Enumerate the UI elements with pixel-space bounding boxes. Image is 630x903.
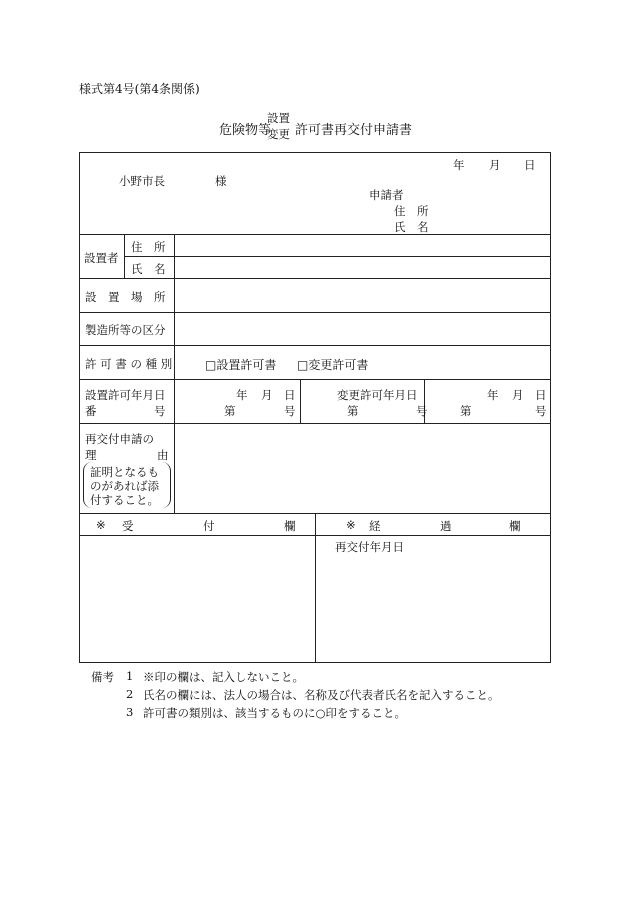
- change-date-label: 変更許可年月日: [337, 388, 418, 402]
- reason-label-yu: 由: [157, 448, 169, 462]
- date-year-label: 年: [453, 158, 465, 172]
- applicant-address-label: 住 所: [394, 204, 429, 218]
- permit-type-label: 許 可 書 の 種 別: [85, 357, 173, 371]
- install-number-dai: 第: [224, 404, 236, 418]
- note-number: 1: [126, 669, 134, 683]
- install-number-label: 番 号: [85, 404, 166, 418]
- progress-char: 過: [440, 519, 452, 533]
- reissue-date-label: 再交付年月日: [335, 540, 404, 554]
- install-month-label: 月: [261, 388, 273, 402]
- reason-note-line: 証明となるも: [90, 465, 159, 479]
- addressee-honorific: 様: [215, 174, 227, 188]
- date-day-label: 日: [524, 158, 536, 172]
- row-divider: [79, 278, 551, 279]
- install-number-go: 号: [284, 404, 296, 418]
- progress-char: 経: [369, 519, 381, 533]
- progress-mark: ※: [346, 518, 356, 532]
- progress-char: 欄: [509, 519, 521, 533]
- change-year-label: 年: [487, 388, 499, 402]
- note-number: 2: [126, 687, 134, 701]
- reception-char: 受: [122, 519, 134, 533]
- applicant-label: 申請者: [369, 188, 404, 202]
- column-divider: [315, 513, 316, 663]
- column-divider: [174, 234, 175, 513]
- date-month-label: 月: [489, 158, 501, 172]
- location-label: 設 置 場 所: [85, 290, 166, 304]
- install-date-label: 設置許可年月日: [85, 388, 166, 402]
- reception-mark: ※: [96, 518, 106, 532]
- row-divider: [79, 379, 551, 380]
- installer-address-label: 住 所: [131, 240, 166, 254]
- form-number: 様式第4号(第4条関係): [79, 82, 200, 96]
- change-month-label: 月: [512, 388, 524, 402]
- column-divider: [300, 379, 301, 423]
- notes-label: 備考: [91, 670, 114, 684]
- change-day-label: 日: [535, 388, 547, 402]
- facility-type-label: 製造所等の区分: [85, 323, 166, 337]
- reception-char: 付: [203, 519, 215, 533]
- installer-label: 設置者: [84, 251, 119, 265]
- row-divider: [79, 423, 551, 424]
- document-title: [0, 113, 630, 143]
- title-change: 変更: [267, 127, 290, 141]
- title-install: 設置: [267, 111, 290, 125]
- install-year-label: 年: [236, 388, 248, 402]
- reason-note-line: のがあれば添: [90, 479, 159, 493]
- column-divider: [124, 234, 125, 278]
- note-number: 3: [126, 705, 134, 719]
- row-divider: [79, 345, 551, 346]
- change-number-dai: 第: [460, 404, 472, 418]
- title-suffix: 許可書再交付申請書: [295, 123, 413, 138]
- note-text: ※印の欄は、記入しないこと。: [143, 670, 304, 684]
- install-day-label: 日: [284, 388, 296, 402]
- reason-label-ri: 理: [85, 448, 97, 462]
- note-text: 許可書の類別は、該当するものに○印をすること。: [143, 706, 407, 720]
- row-divider: [79, 234, 551, 235]
- title-prefix: 危険物等: [219, 123, 272, 138]
- row-divider: [124, 256, 551, 257]
- addressee: 小野市長: [119, 174, 165, 188]
- note-text: 氏名の欄には、法人の場合は、名称及び代表者氏名を記入すること。: [143, 688, 500, 702]
- reason-note-line: 付すること。: [90, 493, 159, 507]
- change-number-label: 第 号: [347, 404, 428, 418]
- row-divider: [79, 312, 551, 313]
- reception-char: 欄: [284, 519, 296, 533]
- reason-label-line1: 再交付申請の: [85, 432, 154, 446]
- install-permit-checkbox[interactable]: □設置許可書: [205, 358, 277, 372]
- change-permit-checkbox[interactable]: □変更許可書: [297, 358, 369, 372]
- installer-name-label: 氏 名: [131, 262, 166, 276]
- change-number-go: 号: [535, 404, 547, 418]
- applicant-name-label: 氏 名: [394, 220, 429, 234]
